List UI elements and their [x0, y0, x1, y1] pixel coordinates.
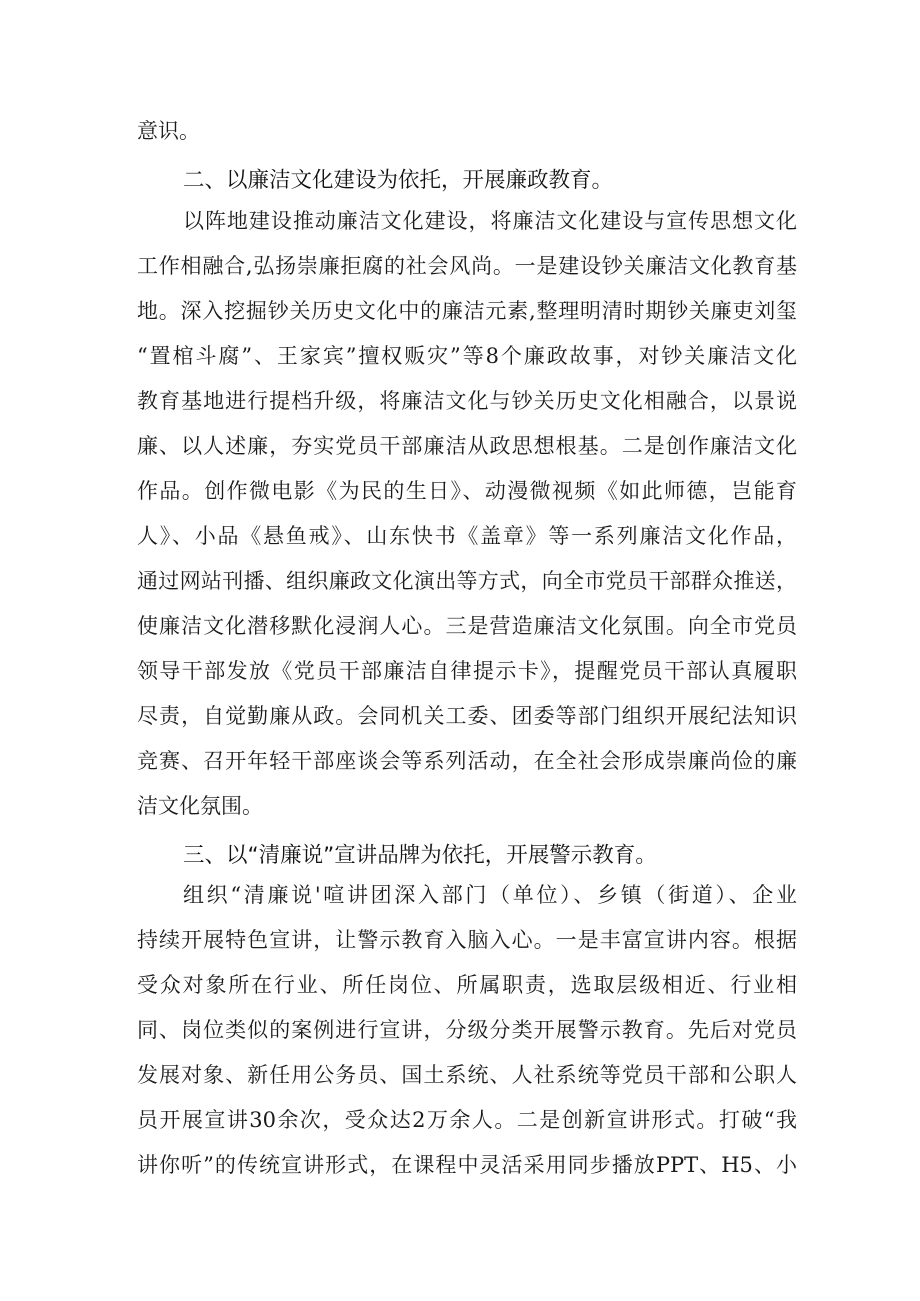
paragraph-line: 作品。创作微电影《为民的生日》、动漫微视频《如此师德，岂能育 — [137, 479, 797, 503]
paragraph-line: 使廉洁文化潜移默化浸润人心。三是营造廉洁文化氛围。向全市党员 — [137, 614, 797, 638]
paragraph-line: 发展对象、新任用公务员、国土系统、人社系统等党员干部和公职人 — [137, 1063, 797, 1087]
paragraph-line: 工作相融合,弘扬崇廉拒腐的社会风尚。一是建设钞关廉洁文化教育基 — [137, 254, 797, 278]
paragraph-line: 以阵地建设推动廉洁文化建设，将廉洁文化建设与宣传思想文化 — [183, 209, 797, 233]
paragraph-line: 员开展宣讲30余次，受众达2万余人。二是创新宣讲形式。打破“我 — [137, 1108, 797, 1132]
paragraph-line: 组织“清廉说'喧讲团深入部门（单位）、乡镇（街道）、企业 — [183, 883, 797, 907]
paragraph-line: 同、岗位类似的案例进行宣讲，分级分类开展警示教育。先后对党员 — [137, 1018, 797, 1042]
paragraph-line: 尽责，自觉勤廉从政。会同机关工委、团委等部门组织开展纪法知识 — [137, 704, 797, 728]
paragraph-line: 通过网站刊播、组织廉政文化演出等方式，向全市党员干部群众推送， — [137, 569, 797, 593]
paragraph-line: 洁文化氛围。 — [137, 794, 263, 818]
paragraph-line: 持续开展特色宣讲，让警示教育入脑入心。一是丰富宣讲内容。根据 — [137, 928, 797, 952]
paragraph-line: 教育基地进行提档升级，将廉洁文化与钞关历史文化相融合，以景说 — [137, 389, 797, 413]
paragraph-line: 廉、以人述廉，夯实党员干部廉洁从政思想根基。二是创作廉洁文化 — [137, 434, 797, 458]
paragraph-line: 竞赛、召开年轻干部座谈会等系列活动，在全社会形成崇廉尚俭的廉 — [137, 749, 797, 773]
paragraph-line: 人》、小品《悬鱼戒》、山东快书《盖章》等一系列廉洁文化作品， — [137, 524, 797, 548]
section-heading-2: 二、以廉洁文化建设为依托，开展廉政教育。 — [183, 168, 614, 193]
paragraph-line: 意识。 — [137, 119, 200, 143]
paragraph-line: 讲你听”的传统宣讲形式，在课程中灵活采用同步播放PPT、H5、小 — [137, 1153, 797, 1177]
paragraph-line: 领导干部发放《党员干部廉洁自律提示卡》，提醒党员干部认真履职 — [137, 659, 797, 683]
paragraph-line: “置棺斗腐”、王家宾”擅权贩灾”等8个廉政故事，对钞关廉洁文化 — [137, 344, 797, 368]
paragraph-line: 地。深入挖掘钞关历史文化中的廉洁元素,整理明清时期钞关廉吏刘玺 — [137, 299, 797, 323]
paragraph-line: 受众对象所在行业、所任岗位、所属职责，选取层级相近、行业相 — [137, 973, 797, 997]
section-heading-3: 三、以“清廉说”宣讲品牌为依托，开展警示教育。 — [183, 843, 657, 868]
